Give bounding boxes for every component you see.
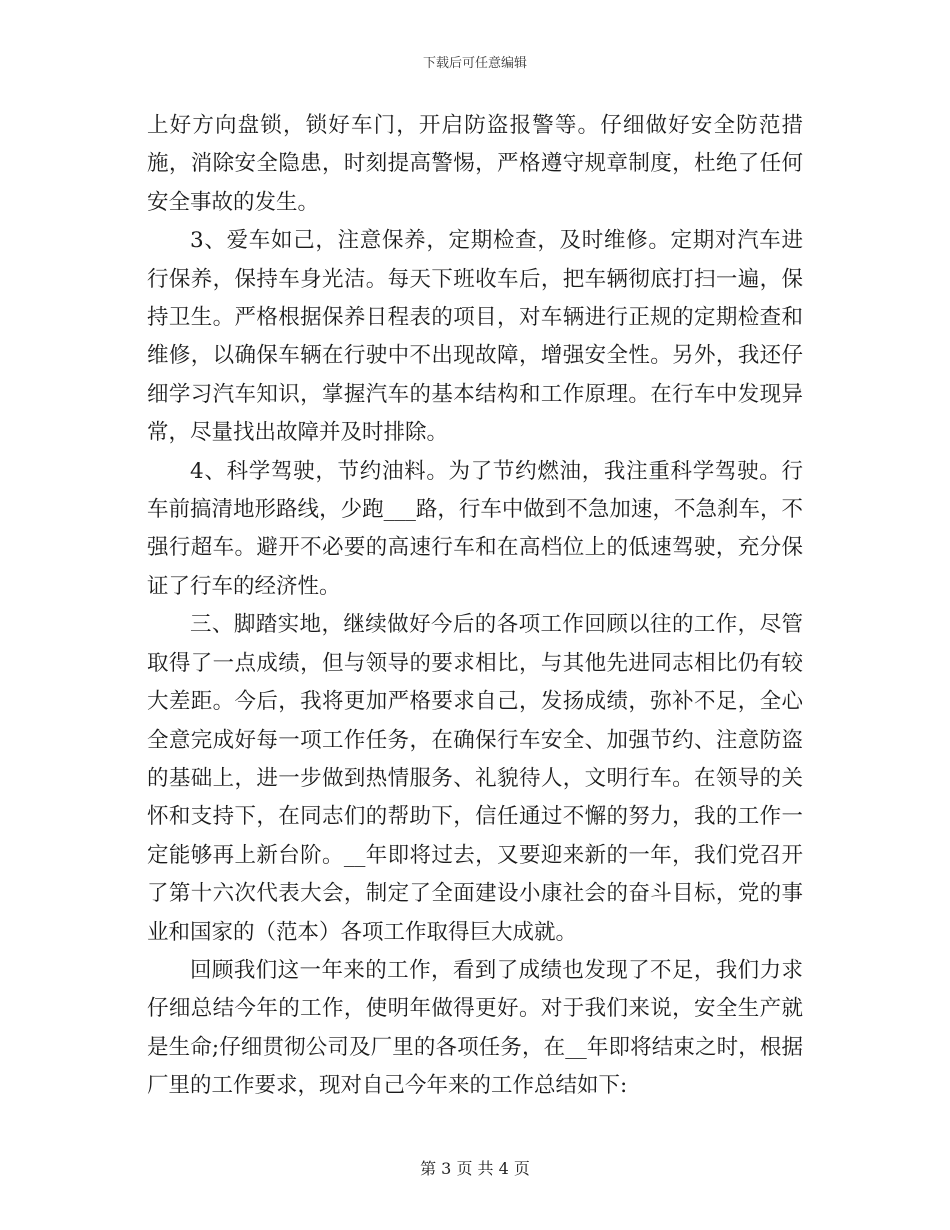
page-footer: 第 3 页 共 4 页 bbox=[420, 1159, 530, 1178]
paragraph-5: 回顾我们这一年来的工作，看到了成绩也发现了不足，我们力求仔细总结今年的工作，使明年做得更好。对于我们来说，安全生产就是生命;仔细贯彻公司及厂里的各项任务，在__年即将结束之时，根据厂里的工作要求，现对自己今年来的工作总结如下: bbox=[147, 957, 803, 1099]
paragraph-3: 4、科学驾驶，节约油料。为了节约燃油，我注重科学驾驶。行车前搞清地形路线，少跑___路，行车中做到不急加速，不急刹车，不强行超车。避开不必要的高速行车和在高档位上的低速驾驶，充分保证了行车的经济性。 bbox=[147, 458, 803, 599]
page-header: 下载后可任意编辑 bbox=[422, 56, 527, 71]
paragraph-1: 上好方向盘锁，锁好车门，开启防盗报警等。仔细做好安全防范措施，消除安全隐患，时刻提高警惕，严格遵守规章制度，杜绝了任何安全事故的发生。 bbox=[147, 113, 803, 215]
paragraph-4: 三、脚踏实地，继续做好今后的各项工作回顾以往的工作，尽管取得了一点成绩，但与领导的要求相比，与其他先进同志相比仍有较大差距。今后，我将更加严格要求自己，发扬成绩，弥补不足，全心全意完成好每一项工作任务，在确保行车安全、加强节约、注意防盗的基础上，进一步做到热情服务、礼貌待人，文明行车。在领导的关怀和支持下，在同志们的帮助下，信任通过不懈的努力，我的工作一定能够再上新台阶。__年即将过去，又要迎来新的一年，我们党召开了第十六次代表大会，制定了全面建设小康社会的奋斗目标，党的事业和国家的（范本）各项工作取得巨大成就。 bbox=[147, 612, 803, 945]
paragraph-2: 3、爱车如己，注意保养，定期检查，及时维修。定期对汽车进行保养，保持车身光洁。每天下班收车后，把车辆彻底打扫一遍，保持卫生。严格根据保养日程表的项目，对车辆进行正规的定期检查和维修，以确保车辆在行驶中不出现故障，增强安全性。另外，我还仔细学习汽车知识，掌握汽车的基本结构和工作原理。在行车中发现异常，尽量找出故障并及时排除。 bbox=[147, 228, 803, 446]
document-body bbox=[147, 107, 803, 1106]
